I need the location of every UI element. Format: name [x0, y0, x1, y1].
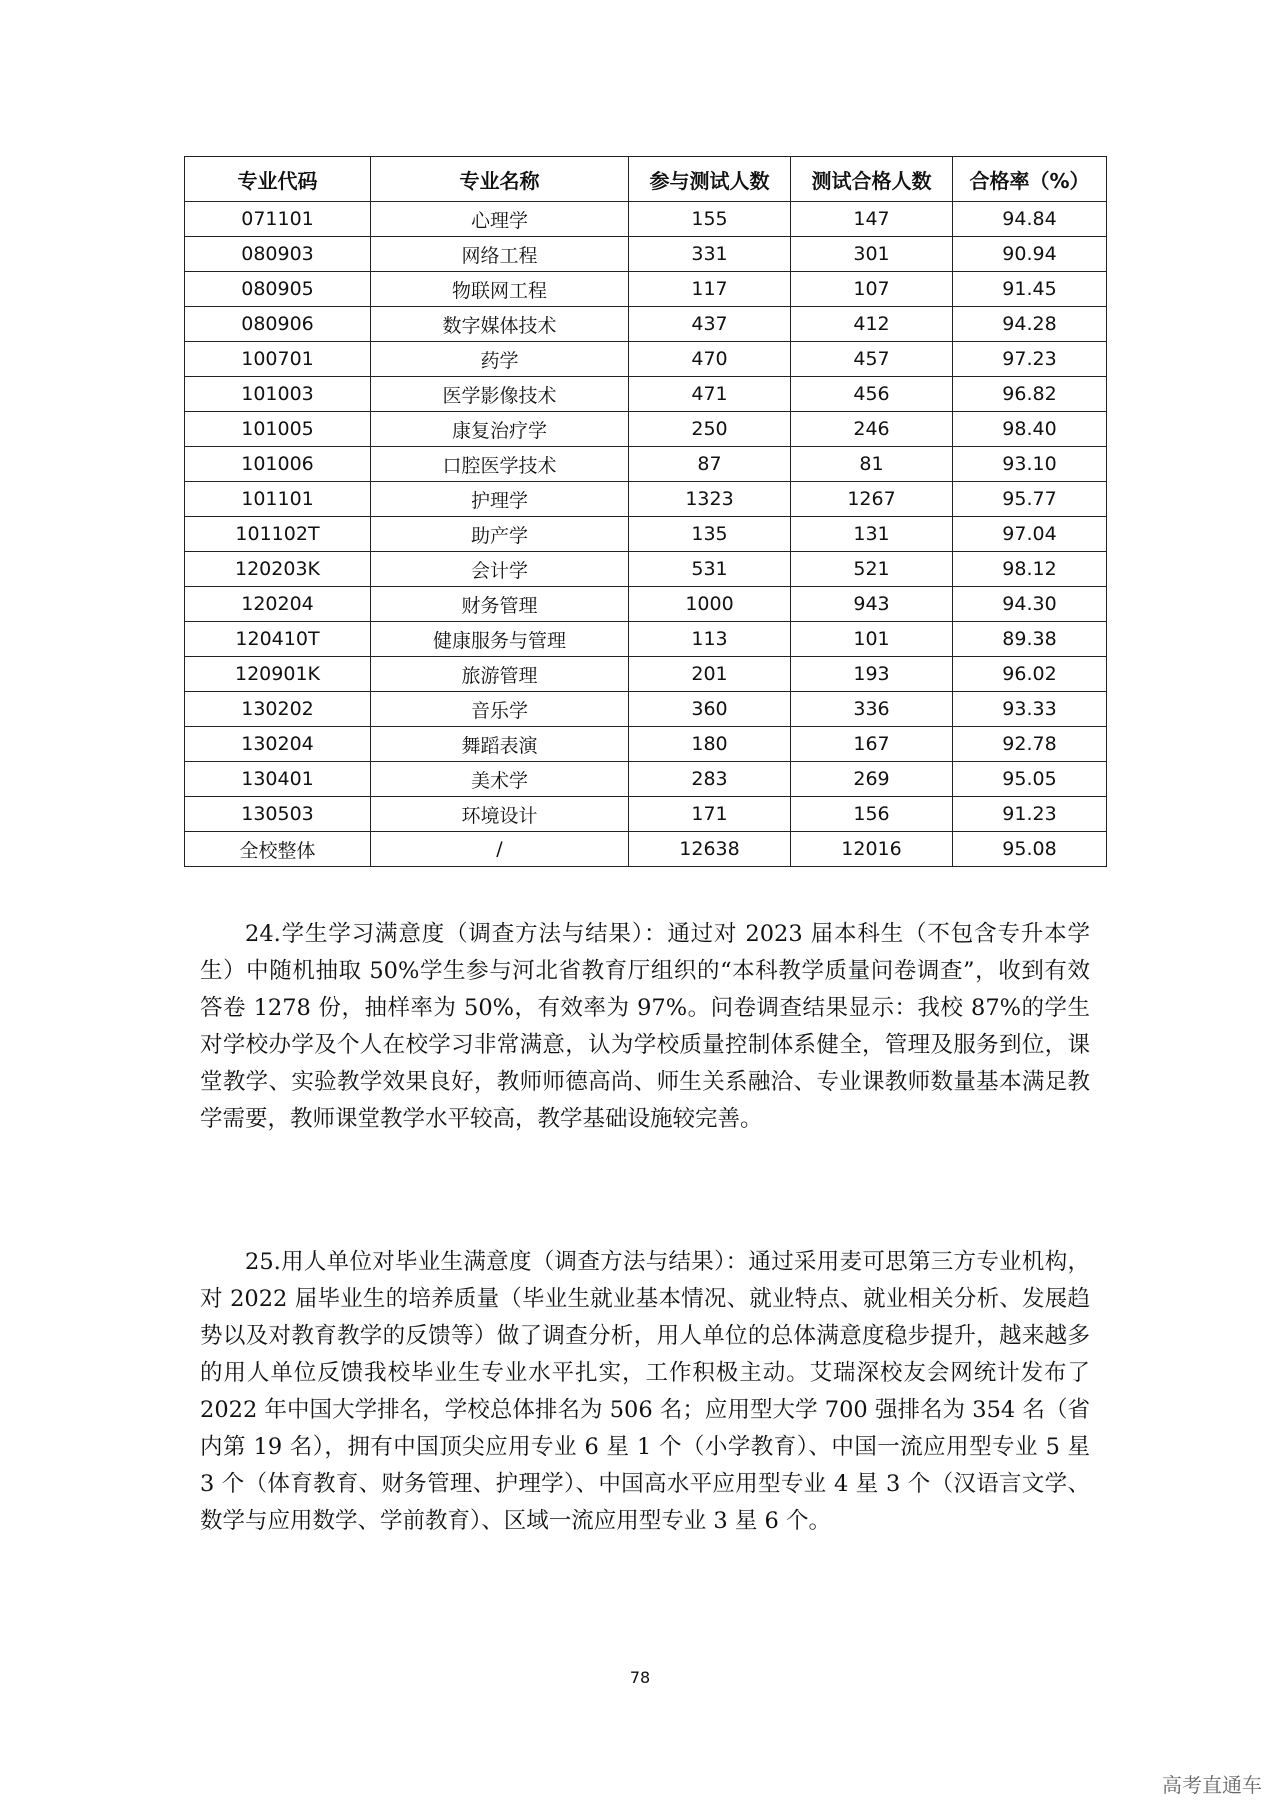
cell-code: 120901K — [185, 657, 371, 692]
cell-code: 101003 — [185, 377, 371, 412]
header-participants: 参与测试人数 — [629, 157, 791, 202]
cell-passed: 521 — [791, 552, 953, 587]
cell-code: 101006 — [185, 447, 371, 482]
cell-name: 网络工程 — [371, 237, 629, 272]
cell-code: 101005 — [185, 412, 371, 447]
major-test-table — [184, 156, 1107, 867]
cell-code: 130204 — [185, 727, 371, 762]
cell-code: 101102T — [185, 517, 371, 552]
cell-rate: 94.84 — [953, 202, 1107, 237]
cell-name: 健康服务与管理 — [371, 622, 629, 657]
cell-name: 康复治疗学 — [371, 412, 629, 447]
cell-code: 全校整体 — [185, 832, 371, 867]
cell-rate: 93.10 — [953, 447, 1107, 482]
cell-passed: 12016 — [791, 832, 953, 867]
cell-name: 舞蹈表演 — [371, 727, 629, 762]
cell-passed: 1267 — [791, 482, 953, 517]
cell-code: 120203K — [185, 552, 371, 587]
cell-rate: 97.23 — [953, 342, 1107, 377]
cell-code: 071101 — [185, 202, 371, 237]
cell-passed: 167 — [791, 727, 953, 762]
cell-participants: 155 — [629, 202, 791, 237]
header-major-name: 专业名称 — [371, 157, 629, 202]
cell-rate: 91.23 — [953, 797, 1107, 832]
cell-rate: 94.28 — [953, 307, 1107, 342]
table-total-row — [185, 832, 1107, 867]
cell-participants: 283 — [629, 762, 791, 797]
cell-name: 音乐学 — [371, 692, 629, 727]
paragraph-employer-satisfaction: 25.用人单位对毕业生满意度（调查方法与结果）：通过采用麦可思第三方专业机构，对 2022 届毕业生的培养质量（毕业生就业基本情况、就业特点、就业相关分析、发展趋势以及对教育教学的反馈等）做了调查分析，用人单位的总体满意度稳步提升，越来越多的用人单位反馈我校毕业生专业水平扎实，工作积极主动。艾瑞深校友会网统计发布了 2022 年中国大学排名，学校总体排名为 506 名；应用型大学 700 强排名为 354 名（省内第 19 名），拥有中国顶尖应用专业 6 星 1 个（小学教育）、中国一流应用型专业 5 星 3 个（体育教育、财务管理、护理学）、中国高水平应用型专业 4 星 3 个（汉语言文学、数学与应用数学、学前教育）、区域一流应用型专业 3 星 6 个。 — [200, 1249, 1090, 1534]
cell-rate: 95.77 — [953, 482, 1107, 517]
cell-participants: 12638 — [629, 832, 791, 867]
header-major-code: 专业代码 — [185, 157, 371, 202]
cell-name: 口腔医学技术 — [371, 447, 629, 482]
paragraph-student-satisfaction: 24.学生学习满意度（调查方法与结果）：通过对 2023 届本科生（不包含专升本学生）中随机抽取 50%学生参与河北省教育厅组织的“本科教学质量问卷调查”，收到有效答卷 1278 份，抽样率为 50%，有效率为 97%。问卷调查结果显示：我校 87%的学生对学校办学及个人在校学习非常满意，认为学校质量控制体系健全，管理及服务到位，课堂教学、实验教学效果良好，教师师德高尚、师生关系融洽、专业课教师数量基本满足教学需要，教师课堂教学水平较高，教学基础设施较完善。 — [200, 921, 1090, 1132]
cell-rate: 93.33 — [953, 692, 1107, 727]
cell-participants: 531 — [629, 552, 791, 587]
cell-participants: 437 — [629, 307, 791, 342]
cell-name: 医学影像技术 — [371, 377, 629, 412]
cell-passed: 457 — [791, 342, 953, 377]
table-row — [185, 692, 1107, 727]
cell-rate: 92.78 — [953, 727, 1107, 762]
table-row — [185, 657, 1107, 692]
cell-code: 100701 — [185, 342, 371, 377]
table-row — [185, 622, 1107, 657]
cell-participants: 250 — [629, 412, 791, 447]
cell-participants: 135 — [629, 517, 791, 552]
cell-name: 环境设计 — [371, 797, 629, 832]
cell-code: 130401 — [185, 762, 371, 797]
cell-passed: 301 — [791, 237, 953, 272]
table-row — [185, 307, 1107, 342]
cell-name: 旅游管理 — [371, 657, 629, 692]
cell-name: 心理学 — [371, 202, 629, 237]
cell-code: 101101 — [185, 482, 371, 517]
cell-participants: 113 — [629, 622, 791, 657]
cell-passed: 101 — [791, 622, 953, 657]
table-row — [185, 342, 1107, 377]
cell-participants: 471 — [629, 377, 791, 412]
cell-rate: 94.30 — [953, 587, 1107, 622]
table-row — [185, 412, 1107, 447]
cell-passed: 246 — [791, 412, 953, 447]
cell-rate: 98.12 — [953, 552, 1107, 587]
cell-name: 会计学 — [371, 552, 629, 587]
table-row — [185, 237, 1107, 272]
cell-participants: 1000 — [629, 587, 791, 622]
cell-name: 物联网工程 — [371, 272, 629, 307]
cell-participants: 470 — [629, 342, 791, 377]
cell-participants: 87 — [629, 447, 791, 482]
table-row — [185, 202, 1107, 237]
cell-name: 助产学 — [371, 517, 629, 552]
table-row — [185, 727, 1107, 762]
cell-participants: 1323 — [629, 482, 791, 517]
cell-code: 120410T — [185, 622, 371, 657]
table-row — [185, 552, 1107, 587]
table-header-row — [185, 157, 1107, 202]
cell-code: 120204 — [185, 587, 371, 622]
watermark: 高考直通车 — [1162, 1773, 1262, 1797]
table-row — [185, 482, 1107, 517]
cell-rate: 96.82 — [953, 377, 1107, 412]
cell-rate: 89.38 — [953, 622, 1107, 657]
table-row — [185, 587, 1107, 622]
table-row — [185, 517, 1107, 552]
cell-code: 130503 — [185, 797, 371, 832]
cell-passed: 107 — [791, 272, 953, 307]
table-row — [185, 447, 1107, 482]
cell-passed: 81 — [791, 447, 953, 482]
cell-passed: 336 — [791, 692, 953, 727]
cell-name: 药学 — [371, 342, 629, 377]
cell-rate: 95.08 — [953, 832, 1107, 867]
cell-participants: 360 — [629, 692, 791, 727]
page-number: 78 — [629, 1668, 651, 1687]
cell-participants: 117 — [629, 272, 791, 307]
cell-passed: 412 — [791, 307, 953, 342]
table-row — [185, 272, 1107, 307]
cell-rate: 91.45 — [953, 272, 1107, 307]
cell-code: 080906 — [185, 307, 371, 342]
cell-participants: 180 — [629, 727, 791, 762]
table-row — [185, 797, 1107, 832]
cell-participants: 201 — [629, 657, 791, 692]
cell-passed: 193 — [791, 657, 953, 692]
header-passed: 测试合格人数 — [791, 157, 953, 202]
cell-passed: 147 — [791, 202, 953, 237]
cell-rate: 95.05 — [953, 762, 1107, 797]
cell-rate: 90.94 — [953, 237, 1107, 272]
cell-passed: 456 — [791, 377, 953, 412]
cell-passed: 131 — [791, 517, 953, 552]
cell-passed: 943 — [791, 587, 953, 622]
cell-passed: 269 — [791, 762, 953, 797]
table-row — [185, 377, 1107, 412]
cell-passed: 156 — [791, 797, 953, 832]
cell-rate: 96.02 — [953, 657, 1107, 692]
cell-name: 数字媒体技术 — [371, 307, 629, 342]
cell-rate: 97.04 — [953, 517, 1107, 552]
cell-participants: 331 — [629, 237, 791, 272]
cell-name: 护理学 — [371, 482, 629, 517]
header-pass-rate: 合格率（%） — [953, 157, 1107, 202]
cell-participants: 171 — [629, 797, 791, 832]
cell-name: / — [371, 832, 629, 867]
cell-code: 080905 — [185, 272, 371, 307]
cell-code: 080903 — [185, 237, 371, 272]
cell-name: 财务管理 — [371, 587, 629, 622]
cell-name: 美术学 — [371, 762, 629, 797]
cell-code: 130202 — [185, 692, 371, 727]
table-row — [185, 762, 1107, 797]
cell-rate: 98.40 — [953, 412, 1107, 447]
